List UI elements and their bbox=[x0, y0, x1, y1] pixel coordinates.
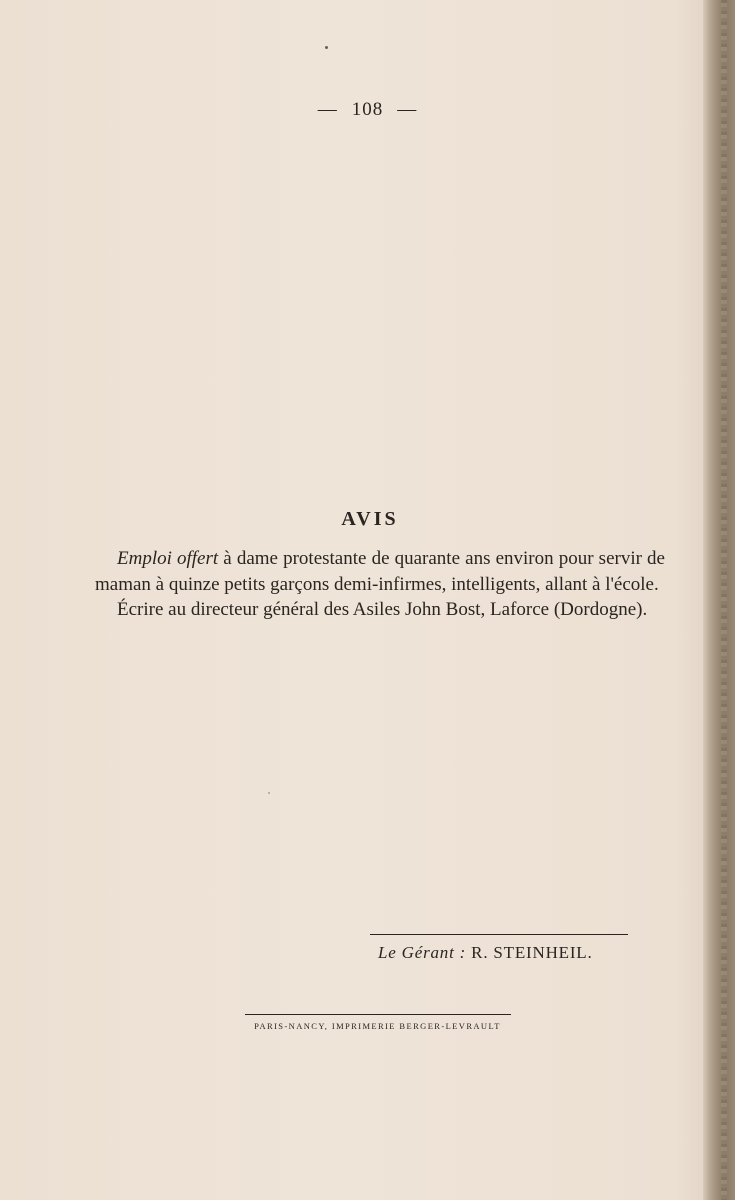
page-number bbox=[0, 99, 735, 121]
paper-speck bbox=[325, 46, 328, 49]
signature-name: R. STEINHEIL. bbox=[466, 943, 593, 962]
page-edge-texture bbox=[721, 0, 727, 1200]
notice-body bbox=[95, 546, 665, 623]
notice-paragraph-1 bbox=[95, 546, 665, 597]
notice-offer-italic: Emploi offert bbox=[117, 548, 219, 569]
printer-imprint: PARIS-NANCY, IMPRIMERIE BERGER-LEVRAULT bbox=[254, 1021, 501, 1031]
page-number-dash-right: — bbox=[397, 99, 418, 120]
signature-rule bbox=[370, 934, 628, 935]
page-number-dash-left: — bbox=[317, 99, 338, 120]
signature-line bbox=[378, 943, 593, 963]
page-number-value: 108 bbox=[351, 99, 384, 120]
notice-offer-text: à dame protestante de quarante ans environ pour servir de maman à quinze petits garçons demi-infirmes, intelligents, allant à l'école. bbox=[95, 548, 665, 595]
printer-rule bbox=[245, 1014, 511, 1015]
page-edge bbox=[703, 0, 735, 1200]
notice-title: AVIS bbox=[341, 508, 399, 530]
paper-speck bbox=[268, 792, 270, 794]
notice-paragraph-2: Écrire au directeur général des Asiles John Bost, Laforce (Dordogne). bbox=[117, 599, 648, 620]
signature-label: Le Gérant : bbox=[378, 943, 467, 962]
